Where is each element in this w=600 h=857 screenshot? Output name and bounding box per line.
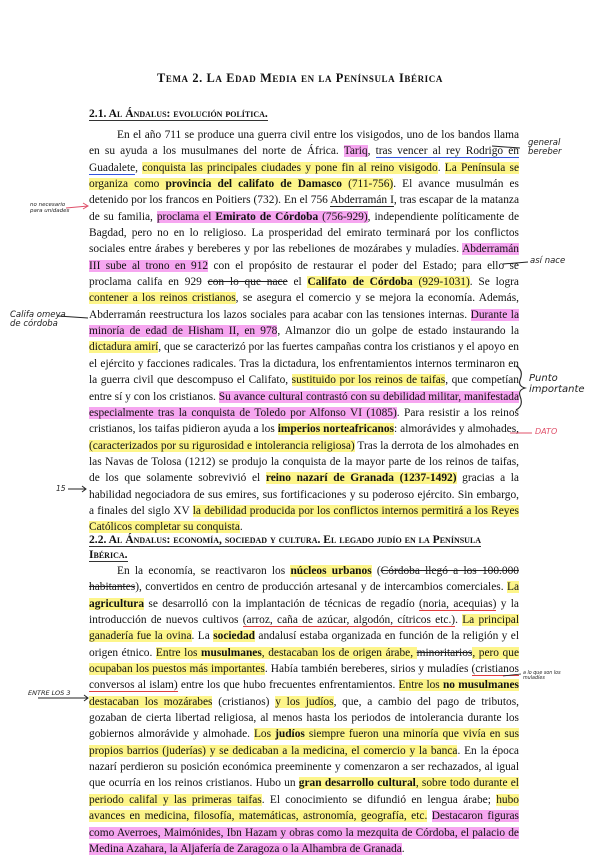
text-run: . En la época nazarí perdieron su posición económica preeminente y comenzaron a ser rechazados, al igual que ocurría en los reinos cristianos. Hubo un (89, 744, 519, 790)
text-run: . (401, 842, 405, 855)
text-run: Durante la minoría de edad de Hisham II, en 978 (89, 308, 519, 338)
section-heading-1-text: 2.1. Al Ándalus: evolución política. (89, 107, 268, 120)
text-run: se desarrolló con la implantación de técnicas de regadío (144, 597, 419, 610)
section-paragraph-2 (89, 563, 519, 857)
text-run: destacaban los mozárabes (89, 695, 213, 708)
text-run: dictadura amirí (89, 341, 159, 354)
text-run: . Para resistir a los reinos cristianos, los taifas pidieron ayuda a los (89, 406, 519, 436)
text-run: ( (371, 565, 381, 577)
text-run: Entre los (155, 646, 202, 659)
text-run: (929-1031) (412, 276, 470, 289)
text-run: judíos (275, 728, 305, 741)
note-15: 15 (56, 484, 66, 493)
text-run: reino nazarí de Granada (1237-1492) (265, 472, 457, 485)
text-run: La (506, 581, 519, 594)
text-run: (arroz, caña de azúcar, algodón, cítricos etc.) (242, 614, 456, 627)
text-run: sustituido por los reinos de taifas (291, 374, 446, 387)
section-heading-2 (89, 532, 521, 562)
text-run: contener a los reinos cristianos (89, 292, 236, 305)
text-run: Tras la derrota de los almohades en las Navas de Tolosa (1212) se produjo la conquista de la mayor parte de los reinos de taifas, de los que solamente sobrevivió el (89, 439, 519, 485)
text-run: entre los que hubo frecuentes enfrentamientos. (177, 679, 399, 692)
text-run: , independiente políticamente de Bagdad, pero no en lo religioso. La prosperidad del emirato terminará por los conflictos sociales entre árabes y bereberes y por las rebeliones de mozárabes y muladíes. (89, 210, 519, 256)
text-run: y los judíos (275, 695, 334, 708)
text-run: , (135, 161, 143, 174)
text-run: (711-756) (342, 178, 394, 191)
section-paragraph-1 (89, 127, 519, 536)
text-run: , destacaban los de origen árabe, (261, 646, 417, 659)
text-run: , Almanzor dio un golpe de estado instaurando la (277, 325, 520, 338)
text-run: Los (253, 728, 276, 741)
text-run: y la introducción de nuevos cultivos (89, 597, 519, 627)
text-run: provincia del califato de Damasco (165, 178, 342, 191)
text-run: , se asegura el comercio y se mejora la economía. Además, Abderramán reestructura los lazos sociales para acabar con las tensiones internas. (89, 292, 519, 321)
text-run: (noria, acequias) (418, 597, 497, 610)
text-run: Tariq (343, 145, 368, 158)
note-asi-nace: así nace (530, 256, 566, 266)
text-run: . Se logra (469, 276, 519, 289)
section-heading-1 (89, 106, 521, 121)
text-run: , (367, 145, 376, 158)
text-run: , que competían entre sí y con los cristianos. (89, 374, 519, 403)
text-run: proclama el (156, 210, 216, 223)
text-run: . El conocimiento se difundió en lengua árabe; (261, 793, 497, 806)
text-run: el (287, 276, 308, 289)
text-run: . (455, 614, 463, 627)
document-title: Tema 2. La Edad Media en la Península Ibérica (157, 71, 443, 85)
text-run: Córdoba llegó a los 100.000 habitantes (89, 565, 519, 594)
note-general-bereber: general bereber (528, 138, 562, 157)
text-run: hubo avances en medicina, filosofía, matemáticas, astronomía, geografía, etc. (89, 793, 519, 823)
text-run: (cristianos conversos al islam) (89, 663, 519, 692)
text-run: imperios norteafricanos (277, 423, 394, 436)
note-no-necesario: no necesario para unidades (30, 202, 70, 214)
note-dato: DATO (535, 427, 558, 436)
text-run: , tras escapar de la matanza de su familia, (89, 194, 520, 223)
text-run: la debilidad producida por los conflictos internos permitirá a los Reyes Católicos completar su conquista (89, 504, 519, 534)
note-punto-importante: Punto importante (529, 373, 585, 395)
note-califa-omeya: Califa omeya de córdoba (10, 310, 66, 329)
text-run: Emirato de Córdoba (215, 210, 319, 223)
text-run: gran desarrollo cultural (298, 777, 416, 790)
text-run: , pero que ocupaban los puestos más importantes (89, 646, 519, 676)
section-heading-2-text: 2.2. Al Ándalus: economía, sociedad y cultura. El legado judío en la Península Ibérica. (89, 533, 482, 561)
arrow-15-icon (68, 486, 86, 492)
text-run: Abderramán III sube al trono en 912 (89, 243, 519, 272)
text-run: los (423, 679, 443, 692)
paragraph-1-content (89, 127, 519, 536)
text-run: , sobre todo durante el periodo califal y las primeras taifas (89, 777, 519, 806)
text-run: . (239, 521, 243, 534)
text-run: Entre (398, 679, 424, 692)
text-run: La Península se organiza como (89, 161, 519, 191)
text-run: (caracterizados por su rigurosidad e intolerancia religiosa) (89, 439, 355, 452)
text-run: . (437, 161, 445, 174)
text-run: núcleos urbanos (290, 565, 372, 577)
text-run: . La (191, 630, 214, 643)
text-run: Abderramán I (330, 194, 394, 207)
note-entre-los-3: ENTRE LOS 3 (28, 689, 71, 697)
text-run: : almorávides y almohades, (394, 423, 519, 436)
text-run: (cristianos) (212, 695, 276, 708)
text-run: con el propósito de restaurar el poder del Estado; para ello se proclama califa en 929 (89, 259, 519, 289)
text-run: agricultura (89, 597, 145, 610)
text-run: (756-929) (318, 210, 368, 223)
text-run: siempre fueron una minoría que vivía en sus propios barrios (juderías) y se dedicaban a la medicina, el comercio y la banca (89, 728, 519, 757)
text-run: ), convertidos en centro de producción artesanal y de intercambios comerciales. (135, 581, 507, 594)
text-run: tras vencer al rey Rodrigo en Guadalete (89, 145, 519, 174)
paragraph-2-content (89, 563, 519, 857)
text-run: gracias a la habilidad negociadora de sus emires, sus fortificaciones y su poderoso ejército. Sin embargo, a finales del siglo XV (89, 472, 519, 517)
text-run: sociedad (213, 630, 255, 643)
text-run: En la economía, se reactivaron los (117, 565, 291, 577)
text-run: Su avance cultural contrastó con su debilidad militar, manifestada especialmente tras la conquista de Toledo por Alfonso VI (1085) (89, 390, 520, 419)
text-run: La principal ganadería fue la ovina (89, 614, 519, 643)
text-run: conquista las principales ciudades y pone fin al reino visigodo (142, 161, 438, 174)
text-run: con lo que nace (207, 276, 288, 289)
text-run: , que se caracterizó por las fuertes campañas contra los cristianos y el apoyo en el ejército y facciones radicales. Tras la dictadura, los enfrentamientos internos terminaron en la guerra civil que descompuso el Califato, (89, 341, 519, 387)
text-run: . Había también bereberes, sirios y muladíes (264, 663, 472, 676)
text-run: En el año 711 se produce una guerra civil entre los visigodos, uno de los bandos llama en su ayuda a los musulmanes del norte de África. (89, 129, 519, 158)
text-run: minoritarios (416, 646, 473, 659)
text-run: no musulmanes (442, 679, 519, 692)
text-run: Califato de Córdoba (307, 276, 413, 289)
note-a-lo-que: a lo que son los muladíes (523, 671, 561, 682)
text-run: musulmanes (201, 646, 262, 659)
text-run: , que, a cambio del pago de tributos, gozaban de cierta libertad religiosa, al menos hasta los periodos de intolerancia durante los gobiernos almorávide y almohade. (89, 695, 520, 741)
text-run: Destacaron figuras como Averroes, Maimónides, Ibn Hazam y obras como la mezquita de Córdoba, el palacio de Medina Azahara, la Aljafería de Zaragoza o la Alhambra de Granada (89, 810, 519, 855)
text-run: andalusí estaba organizada en función de la religión y el origen étnico. (89, 630, 519, 659)
text-run: . El avance musulmán es detenido por los francos en Poitiers (732). En el 756 (89, 178, 519, 207)
